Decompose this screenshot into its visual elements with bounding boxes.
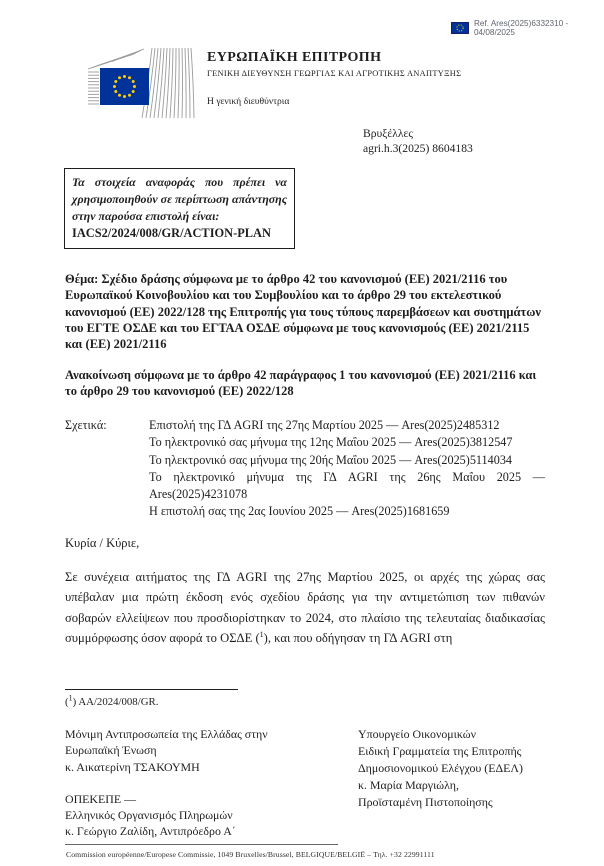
recipient-line: κ. Γεώργιο Ζαλίδη, Αντιπρόεδρο Α΄ bbox=[65, 824, 236, 839]
recipient-block bbox=[65, 791, 355, 840]
place-name: Βρυξέλλες bbox=[363, 127, 413, 140]
body-text-start: Σε συνέχεια αιτήματος της ΓΔ AGRI της 27ης Μαρτίου 2025, οι αρχές της χώρας σας υπέβαλαν μια πρώτη έκδοση ενός σχεδίου δράσης για την αντιμετώπιση των πιθανών σοβαρών ελλείψεων που προσδιορίστηκαν το 2024, στο πλαίσιο της τελευταίας διαδικασίας συμμόρφωσης όσον αφορά το ΟΣΔΕ bbox=[65, 570, 545, 645]
footer-separator-rule bbox=[65, 844, 338, 845]
recipients-left-column bbox=[65, 726, 355, 840]
file-reference-number: agri.h.3(2025) 8604183 bbox=[363, 142, 473, 155]
footnote: ($^1$) AA/2024/008/GR. bbox=[65, 693, 159, 708]
organization-name: ΕΥΡΩΠΑΪΚΗ ΕΠΙΤΡΟΠΗ bbox=[207, 50, 382, 65]
recipient-line: ΟΠΕΚΕΠΕ — bbox=[65, 791, 137, 806]
signatory-role: Η γενική διευθύντρια bbox=[207, 96, 290, 107]
announcement-paragraph: Ανακοίνωση σύμφωνα με το άρθρο 42 παράγραφος 1 του κανονισμού (ΕΕ) 2021/2116 και το άρθρο 29 του κανονισμού (ΕΕ) 2022/128 bbox=[65, 368, 537, 399]
recipient-line: Υπουργείο Οικονομικών bbox=[358, 727, 476, 741]
reply-reference-code: IACS2/2024/008/GR/ACTION-PLAN bbox=[72, 226, 271, 241]
footer-address: Commission européenne/Europese Commissie, 1049 Bruxelles/Brussel, BELGIQUE/BELGIË – Τηλ. +32 22991111 bbox=[66, 850, 435, 859]
reference-item: Το ηλεκτρονικό σας μήνυμα της 20ής Μαΐου 2025 — Ares(2025)5114034 bbox=[149, 452, 513, 467]
directorate-general-name: ΓΕΝΙΚΗ ΔΙΕΥΘΥΝΣΗ ΓΕΩΡΓΙΑΣ ΚΑΙ ΑΓΡΟΤΙΚΗΣ ΑΝΑΠΤΥΞΗΣ bbox=[207, 69, 462, 78]
reference-item: Επιστολή της ΓΔ AGRI της 27ης Μαρτίου 2025 — Ares(2025)2485312 bbox=[149, 418, 500, 432]
ares-reference-text: Ref. Ares(2025)6332310 - 04/08/2025 bbox=[474, 19, 569, 37]
recipient-line: Ειδική Γραμματεία της Επιτροπής bbox=[358, 744, 522, 758]
eu-flag-icon bbox=[451, 22, 469, 34]
reply-reference-note: Τα στοιχεία αναφοράς που πρέπει να χρησιμοποιηθούν σε περίπτωση απάντησης στην παρούσα επιστολή είναι: bbox=[72, 175, 287, 223]
recipient-line: Ελληνικός Οργανισμός Πληρωμών bbox=[65, 808, 233, 823]
ares-registration-stamp bbox=[451, 19, 604, 37]
reference-item: Η επιστολή σας της 2ας Ιουνίου 2025 — Ares(2025)1681659 bbox=[149, 504, 450, 519]
recipient-line: Δημοσιονομικού Ελέγχου (ΕΔΕΛ) bbox=[358, 761, 523, 775]
footnote-text: AA/2024/008/GR. bbox=[76, 696, 159, 708]
subject-paragraph: Θέμα: Σχέδιο δράσης σύμφωνα με το άρθρο 42 του κανονισμού (ΕΕ) 2021/2116 του Ευρωπαϊκού Κοινοβουλίου και του Συμβουλίου και το άρθρο 29 του εκτελεστικού κανονισμού (ΕΕ) 2022/128 της Επιτροπής για τους τύπους παρεμβάσεων και συστημάτων του ΕΓΤΕ ΟΣΔΕ και του ΕΓΤΑΑ ΟΣΔΕ σύμφωνα με τους κανονισμούς (ΕΕ) 2021/2115 και (ΕΕ) 2021/2116 bbox=[65, 272, 541, 352]
recipient-line: Μόνιμη Αντιπροσωπεία της Ελλάδας στην bbox=[65, 727, 268, 741]
reply-reference-box bbox=[64, 168, 295, 249]
footnote-marker: ($^1$) bbox=[255, 629, 268, 645]
recipient-line: Ευρωπαϊκή Ένωση bbox=[65, 743, 157, 758]
recipient-line: Προϊσταμένη Πιστοποίησης bbox=[358, 795, 493, 809]
recipient-block bbox=[65, 726, 355, 775]
salutation: Κυρία / Κύριε, bbox=[65, 536, 140, 550]
related-items bbox=[149, 417, 545, 521]
footnote-separator-rule bbox=[65, 689, 238, 690]
recipient-line: κ. Αικατερίνη ΤΣΑΚΟΥΜΗ bbox=[65, 759, 200, 774]
place-and-reference bbox=[363, 126, 473, 156]
letterhead bbox=[207, 50, 537, 107]
european-commission-logo-icon bbox=[88, 48, 198, 123]
reference-item: Το ηλεκτρονικό μήνυμα της ΓΔ AGRI της 26ης Μαΐου 2025 — Ares(2025)4231078 bbox=[149, 469, 545, 502]
reference-item: Το ηλεκτρονικό σας μήνυμα της 12ης Μαΐου 2025 — Ares(2025)3812547 bbox=[149, 435, 513, 450]
recipients-right-column bbox=[358, 726, 598, 811]
related-references bbox=[65, 417, 545, 521]
recipient-line: κ. Μαρία Μαργιώλη, bbox=[358, 778, 459, 792]
related-label: Σχετικά: bbox=[65, 418, 107, 432]
body-text-end: , και που οδήγησαν τη ΓΔ AGRI στη bbox=[267, 630, 453, 645]
body-paragraph bbox=[65, 567, 545, 648]
